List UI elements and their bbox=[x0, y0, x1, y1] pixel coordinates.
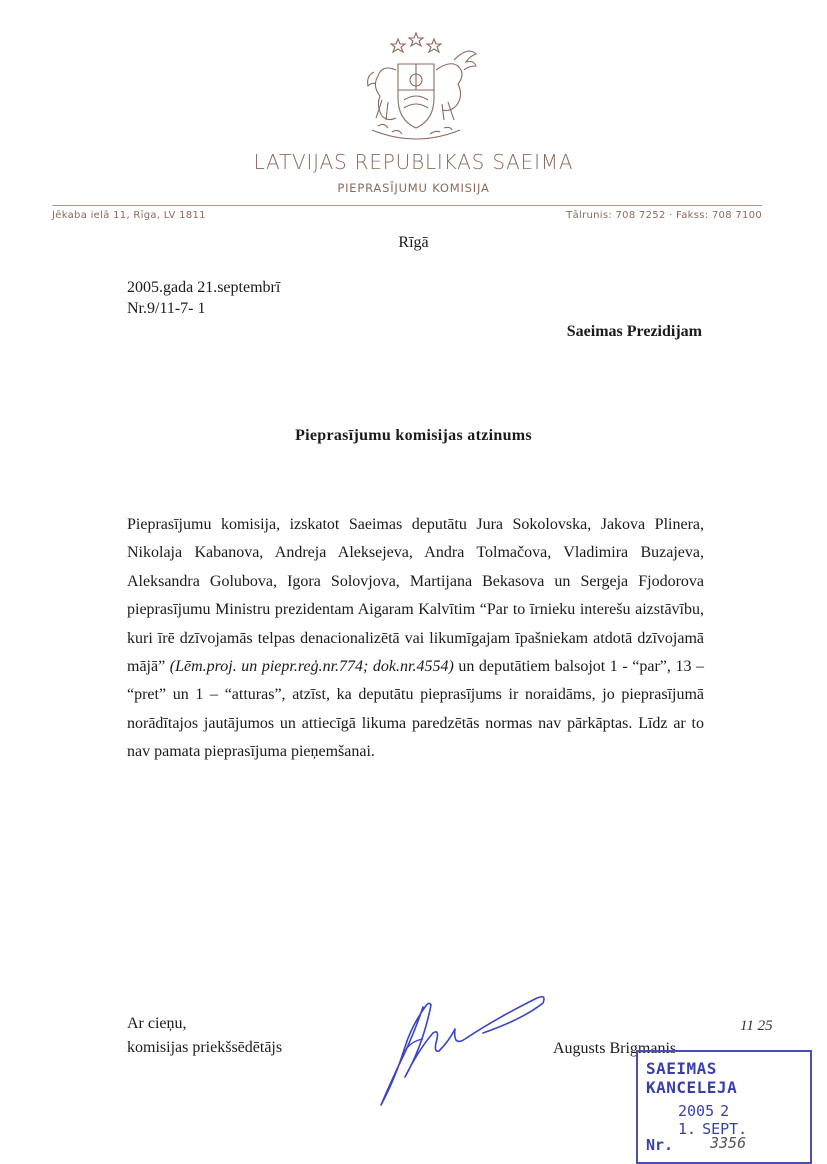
stamp-nr-value: 3356 bbox=[710, 1134, 747, 1152]
body-paragraph bbox=[127, 511, 704, 767]
coat-of-arms-emblem bbox=[352, 30, 480, 148]
document-title: Pieprasījumu komisijas atzinums bbox=[295, 427, 532, 444]
reference-number: Nr.9/11-7- 1 bbox=[127, 300, 206, 317]
recipient: Saeimas Prezidijam bbox=[566, 323, 702, 340]
body-text-part1: Pieprasījumu komisija, izskatot Saeimas deputātu Jura Sokolovska, Jakova Plinera, Nikolaja Kabanova, Andreja Aleksejeva, Andra Tolmačova, Vladimira Buzajeva, Aleksandra Golubova, Igora Solovjova, Martijana Bekasova un Sergeja Fjodorova pieprasījumu Ministru prezidentam Aigaram Kalvītim “Par to īrnieku interešu aizstāvību, kuri īrē dzīvojamās telpas denacionalizētā vai likumīgajam īpašniekam atdotā dzīvojamā mājā” bbox=[127, 516, 704, 676]
stamp-date bbox=[678, 1102, 810, 1138]
stamp-day: 2 1. bbox=[678, 1102, 730, 1138]
organization-name: LATVIJAS REPUBLIKAS SAEIMA bbox=[253, 150, 574, 174]
stamp-title: SAEIMAS KANCELEJA bbox=[646, 1059, 738, 1097]
signature bbox=[365, 985, 555, 1110]
letter-date: 2005.gada 21.septembrī bbox=[127, 279, 281, 296]
handwritten-note: 11 25 bbox=[740, 1018, 773, 1034]
stamp-month: SEPT. bbox=[702, 1120, 748, 1138]
closing: Ar cieņu, bbox=[127, 1015, 187, 1032]
body-text-part2: un deputātiem balsojot 1 - “par”, 13 – “pret” un 1 – “atturas”, atzīst, ka deputātu pieprasījums ir noraidāms, jo pieprasījumā norādītajos jautājumos un attiecīgā likuma paredzētās normas nav pārkāptas. Līdz ar to nav pamata pieprasījuma pieņemšanai. bbox=[127, 658, 705, 761]
stamp-nr-label: Nr. bbox=[646, 1136, 674, 1154]
department-name: PIEPRASĪJUMU KOMISIJA bbox=[337, 181, 490, 195]
address: Jēkaba ielā 11, Rīga, LV 1811 bbox=[52, 210, 206, 221]
signatory-title: komisijas priekšsēdētājs bbox=[127, 1039, 283, 1056]
received-stamp bbox=[636, 1050, 812, 1164]
letterhead-divider bbox=[52, 205, 762, 206]
phone-fax: Tālrunis: 708 7252 · Fakss: 708 7100 bbox=[566, 210, 762, 221]
body-reference-italic: (Lēm.proj. un piepr.reģ.nr.774; dok.nr.4554) bbox=[169, 658, 454, 676]
city: Rīgā bbox=[398, 234, 429, 251]
signatory-name: Augusts Brigmanis bbox=[553, 1040, 677, 1057]
stamp-year: 2005 bbox=[678, 1102, 715, 1120]
